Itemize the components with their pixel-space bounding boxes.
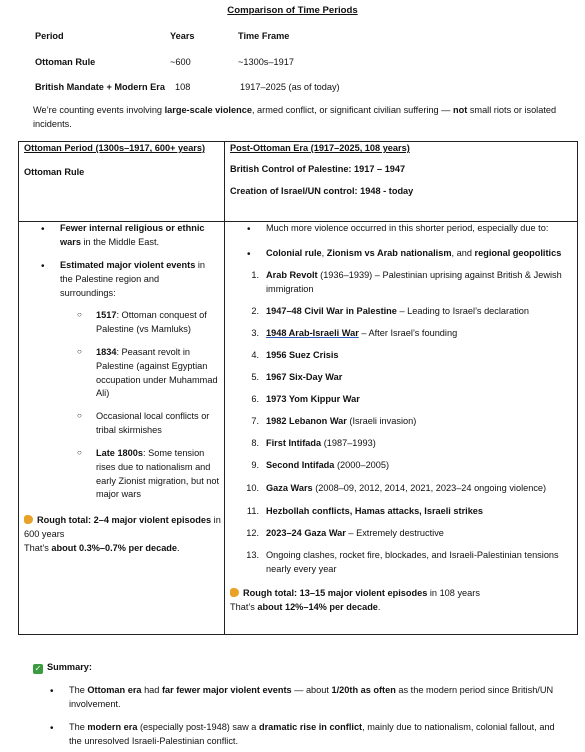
- right-bullet-2: Colonial rule, Zionism vs Arab nationalism, and regional geopolitics: [266, 248, 562, 258]
- bullet-icon: •: [41, 224, 45, 235]
- bullet-icon: •: [41, 261, 45, 272]
- list-number: 11.: [246, 506, 259, 516]
- list-number: 10.: [246, 483, 259, 493]
- table-cell-time-frame: 1917–2025 (as of today): [240, 82, 340, 92]
- list-number: 12.: [246, 528, 259, 538]
- left-column-heading: Ottoman Period (1300s–1917, 600+ years): [24, 143, 206, 153]
- list-number: 8.: [251, 438, 259, 448]
- summary-heading: ✓ Summary:: [34, 662, 92, 673]
- sub-bullet-icon: ○: [77, 448, 82, 457]
- left-event-1800s: Late 1800s: Some tension rises due to nationalism and early Zionist migration, but not major wars: [96, 448, 220, 500]
- bullet-icon: •: [247, 249, 251, 260]
- list-item: 1982 Lebanon War (Israeli invasion): [266, 416, 417, 426]
- summary-point-1: The Ottoman era had far fewer major violent events — about 1/20th as often as the modern period since British/UN involvement.: [69, 685, 554, 709]
- table-cell-period: British Mandate + Modern Era: [35, 82, 165, 92]
- list-item: 1947–48 Civil War in Palestine – Leading to Israel’s declaration: [266, 306, 530, 316]
- list-item: Arab Revolt (1936–1939) – Palestinian uprising against British & Jewish immigration: [266, 270, 562, 294]
- bullet-icon: •: [50, 723, 54, 734]
- left-column-subheading: Ottoman Rule: [24, 167, 85, 177]
- sub-bullet-icon: ○: [77, 310, 82, 319]
- right-column-subheading-british: British Control of Palestine: 1917 – 1947: [230, 164, 406, 174]
- column-divider: [224, 142, 225, 634]
- list-number: 3.: [251, 328, 259, 338]
- table-header-time-frame: Time Frame: [238, 31, 290, 41]
- list-number: 4.: [251, 350, 259, 360]
- list-item: Hezbollah conflicts, Hamas attacks, Israeli strikes: [266, 506, 484, 516]
- list-item: First Intifada (1987–1993): [266, 438, 376, 448]
- list-item: Second Intifada (2000–2005): [266, 460, 390, 470]
- pointing-hand-icon: [24, 515, 33, 524]
- comparison-table: [18, 141, 578, 635]
- list-item: 1956 Suez Crisis: [266, 350, 339, 360]
- list-item: 1948 Arab-Israeli War – After Israel’s founding: [266, 328, 458, 338]
- right-rate: That’s about 12%–14% per decade.: [230, 602, 381, 612]
- left-event-1834: 1834: Peasant revolt in Palestine (against Egyptian occupation under Muhammad Ali): [96, 347, 218, 399]
- list-number: 9.: [251, 460, 259, 470]
- list-item: Ongoing clashes, rocket fire, blockades, and Israeli-Palestinian tensions nearly every year: [266, 550, 559, 574]
- list-item: 1973 Yom Kippur War: [266, 394, 360, 404]
- table-cell-years: ~600: [170, 57, 191, 67]
- left-event-local: Occasional local conflicts or tribal skirmishes: [96, 411, 210, 435]
- pointing-hand-icon: [230, 588, 239, 597]
- table-header-years: Years: [170, 31, 195, 41]
- table-header-period: Period: [35, 31, 64, 41]
- list-number: 6.: [251, 394, 259, 404]
- bullet-icon: •: [50, 686, 54, 697]
- left-bullet-1: Fewer internal religious or ethnic wars in the Middle East.: [60, 223, 205, 247]
- table-cell-time-frame: ~1300s–1917: [238, 57, 294, 67]
- right-column-subheading-israel: Creation of Israel/UN control: 1948 - today: [230, 186, 414, 196]
- list-number: 13.: [246, 550, 259, 560]
- bullet-icon: •: [247, 224, 251, 235]
- right-total: Rough total: 13–15 major violent episodes in 108 years: [230, 587, 575, 601]
- intro-paragraph: We’re counting events involving large-scale violence, armed conflict, or significant civilian suffering — not small riots or isolated incidents.: [33, 105, 557, 129]
- right-column-heading: Post-Ottoman Era (1917–2025, 108 years): [230, 143, 410, 153]
- table-cell-period: Ottoman Rule: [35, 57, 96, 67]
- table-cell-years: 108: [175, 82, 191, 92]
- list-item: Gaza Wars (2008–09, 2012, 2014, 2021, 2023–24 ongoing violence): [266, 483, 547, 493]
- left-bullet-2: Estimated major violent events in the Palestine region and surroundings:: [60, 260, 206, 298]
- sub-bullet-icon: ○: [77, 411, 82, 420]
- list-number: 7.: [251, 416, 259, 426]
- document-title: Comparison of Time Periods: [227, 5, 358, 16]
- left-total: Rough total: 2–4 major violent episodes in 600 years: [24, 515, 221, 539]
- summary-point-2: The modern era (especially post-1948) saw a dramatic rise in conflict, mainly due to nationalism, colonial fallout, and the unresolved Israeli-Palestinian conflict.: [69, 722, 555, 746]
- sub-bullet-icon: ○: [77, 347, 82, 356]
- check-mark-icon: ✓: [34, 664, 42, 673]
- left-rate: That’s about 0.3%–0.7% per decade.: [24, 543, 180, 553]
- list-item: 1967 Six-Day War: [266, 372, 343, 382]
- list-item: 2023–24 Gaza War – Extremely destructive: [266, 528, 444, 538]
- left-event-1517: 1517: Ottoman conquest of Palestine (vs Mamluks): [96, 310, 207, 334]
- right-bullet-1: Much more violence occurred in this shorter period, especially due to:: [266, 223, 549, 233]
- list-number: 1.: [251, 270, 259, 280]
- list-number: 2.: [251, 306, 259, 316]
- list-number: 5.: [251, 372, 259, 382]
